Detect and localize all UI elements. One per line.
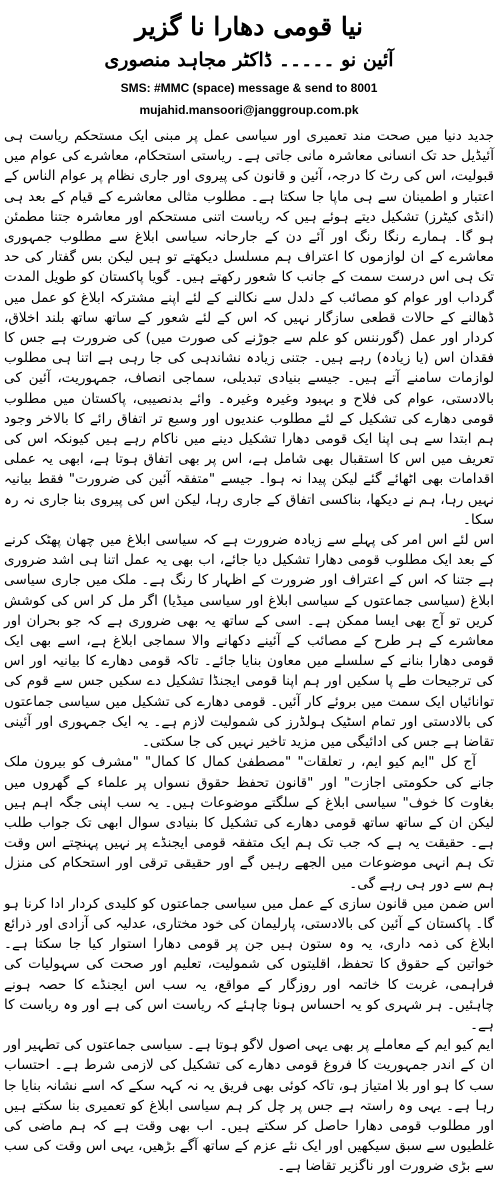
article-title: نیا قومی دھارا نا گزیر — [134, 12, 363, 41]
article-paragraph: جدید دنیا میں صحت مند تعمیری اور سیاسی عمل پر مبنی ایک مستحکم ریاست ہی آئیڈیل حد تک انسانی معاشرہ مانی جاتی ہے۔ ریاستی استحکام، معاشرے کی عوام میں قبولیت، اس کی رٹ کا درجہ، آئین و قانون کی پیروی اور جاری نظام پر عوام الناس کے اعتبار و اطمینان سے ہی ماپا جا سکتا ہے۔ مطلوب مثالی معاشرے کے قیام کے بعد ہی (انڈی کیٹرز) تشکیل دیتے ہوئے ہیں کہ ریاست اتنی مستحکم اور معاشرہ جتنا مطمئن ہو گا۔ ہمارے رنگا رنگ اور آئے دن کے جارحانہ سیاسی ابلاغ سے مطلوب جمہوری معاشرے کے ان لوازموں کا اعتراف ہم مسلسل دیکھتے تو ہیں لیکن بس گفتار کی حد تک ہی اس درست سمت کے جانب کا شعور رکھتے ہیں۔ گویا پاکستان کو طویل المدت گرداب اور عوام کو مصائب کے دلدل سے نکالنے کے لئے اپنے مشترکہ ابلاغ کو عمل میں ڈھالنے کے حالات قطعی سازگار نہیں کہ اس کے لئے شعور کے ساتھ ساتھ بلند اخلاق، کردار اور عمل (گورننس کو علم سے جوڑنے کی صورت میں) کی ضرورت ہے جس کا فقدان اس (یا زیادہ) رہے ہیں۔ جتنی زیادہ نشاندہی کی جا رہی ہے اتنا ہی مطلوب لوازمات سامنے آتے ہیں۔ جیسے بنیادی تبدیلی، سماجی انصاف، جمہوریت، آئین کی بالادستی، عوام کی فلاح و بہبود وغیرہ وغیرہ۔ وائے بدنصیبی، پاکستان میں مطلوب قومی دھارے کی تشکیل کے لئے مطلوب عندیوں اور وسیع تر اتفاق رائے کا بالاخر وجود ہم ابتدا سے ہی اپنا ایک قومی دھارا تشکیل دینے میں ناکام رہے ہیں کیونکہ اس کی تعریف میں اس کا استقبال بھی شامل ہے، اس پر بھی اتفاق ہوتا ہے، ابھی یہ عملی اقدامات بھی اٹھائے گئے لیکن پیدا نہ ہوا۔ جیسے "متفقہ آئین کی ضرورت" فقط بیانیہ نہیں رہا، ہم نے دیکھا، بناکسی اتفاق کے جاری رہا، لیکن اس کی پیروی بنا جاری نہ رہ سکا۔ — [4, 128, 495, 528]
article-byline: آئین نو ۔۔۔۔۔ ڈاکٹر مجاہد منصوری — [104, 49, 394, 71]
article-paragraph: اس ضمن میں قانون سازی کے عمل میں سیاسی جماعتوں کو کلیدی کردار ادا کرنا ہو گا۔ پاکستان کے آئین کی بالادستی، پارلیمان کی خود مختاری، عدلیہ کی آزادی اور ذرائع ابلاغ کی ذمہ داری، یہ وہ ستون ہیں جن پر قومی دھارا استوار کیا جا سکتا ہے۔ خواتین کے حقوق کا تحفظ، اقلیتوں کی شمولیت، تعلیم اور صحت کی سہولیات کی فراہمی، غربت کا خاتمہ اور روزگار کے مواقع، یہ سب اس ایجنڈے کا حصہ ہونے چاہئیں۔ ہر شہری کو یہ احساس ہونا چاہئے کہ ریاست اس کی ہے اور وہ ریاست کا ہے۔ — [4, 895, 494, 1033]
article-paragraph: آج کل "ایم کیو ایم، ر تعلقات" "مصطفیٰ کمال کا کمال" "مشرف کو بیرون ملک جانے کی حکومتی اجازت" اور "قانون تحفظ حقوق نسواں پر علماء کے گھروں میں بغاوت کا خوف" سیاسی ابلاغ کے سلگتے موضوعات ہیں۔ یہ سب اپنی جگہ اہم ہیں لیکن ان کے ساتھ ساتھ قومی دھارے کی تشکیل کا بنیادی سوال ابھی تک جواب طلب ہے۔ حقیقت یہ ہے کہ جب تک ہم ایک متفقہ قومی ایجنڈے پر نہیں پہنچتے اس وقت تک ہم انہی موضوعات میں الجھے رہیں گے اور حقیقی ترقی اور استحکام کی منزل ہم سے دور ہی رہے گی۔ — [4, 754, 494, 892]
sms-instruction: SMS: #MMC (space) message & send to 8001 — [120, 81, 378, 95]
article-body — [4, 126, 494, 1177]
article-paragraph: ایم کیو ایم کے معاملے پر بھی یہی اصول لاگو ہوتا ہے۔ سیاسی جماعتوں کی تطہیر اور ان کے اندر جمہوریت کا فروغ قومی دھارے کی تشکیل کی لازمی شرط ہے۔ احتساب سب کا ہو اور بلا امتیاز ہو، تاکہ کوئی بھی فریق یہ نہ کہہ سکے کہ اسے نشانہ بنایا جا رہا ہے۔ یہی وہ راستہ ہے جس پر چل کر ہم سیاسی ابلاغ کو تعمیری بنا سکتے ہیں اور مطلوب قومی دھارا حاصل کر سکتے ہیں۔ اب بھی وقت ہے کہ ہم ماضی کی غلطیوں سے سبق سیکھیں اور ایک نئے عزم کے ساتھ آگے بڑھیں، یہی اس وقت کی سب سے بڑی ضرورت اور ناگزیر تقاضا ہے۔ — [4, 1037, 494, 1175]
article-page — [0, 10, 498, 1175]
author-email: mujahid.mansoori@janggroup.com.pk — [139, 103, 359, 117]
article-paragraph: اس لئے اس امر کی پہلے سے زیادہ ضرورت ہے کہ سیاسی ابلاغ میں چھان پھٹک کرنے کے بعد ایک مطلوب قومی دھارا تشکیل دیا جائے، اب بھی یہ عمل اتنا ہی اشد ضروری ہے جتنا کہ اس کے اعتراف اور ضرورت کے اظہار کا رنگ ہے۔ ملک میں جاری سیاسی ابلاغ (سیاسی جماعتوں کے سیاسی ابلاغ اور سیاسی میڈیا) اگر مل کر اس کی کوشش کریں تو آج بھی ایسا ممکن ہے۔ اسی کے ساتھ یہ بھی ضروری ہے کہ جو بحران اور معاشرے کے ہر طرح کے مصائب کے آئینے دکھانے والا سماجی ابلاغ ہے، اسے بھی ایک قومی دھارا بنانے کے سلسلے میں معاون بنایا جائے۔ تاکہ قومی دھارے کا بیانیہ اور اس کی ترجیحات طے پا سکیں اور ہم اپنا قومی ایجنڈا تشکیل دے سکیں جس سے قوم کی توانائیاں ایک سمت میں بروئے کار آئیں۔ قومی دھارے کی تشکیل میں سیاسی جماعتوں کی بالادستی اور تمام اسٹیک ہولڈرز کی شمولیت لازم ہے۔ یہ ایک جمہوری اور آئینی تقاضا ہے جس کی ادائیگی میں مزید تاخیر نہیں کی جا سکتی۔ — [4, 532, 494, 751]
